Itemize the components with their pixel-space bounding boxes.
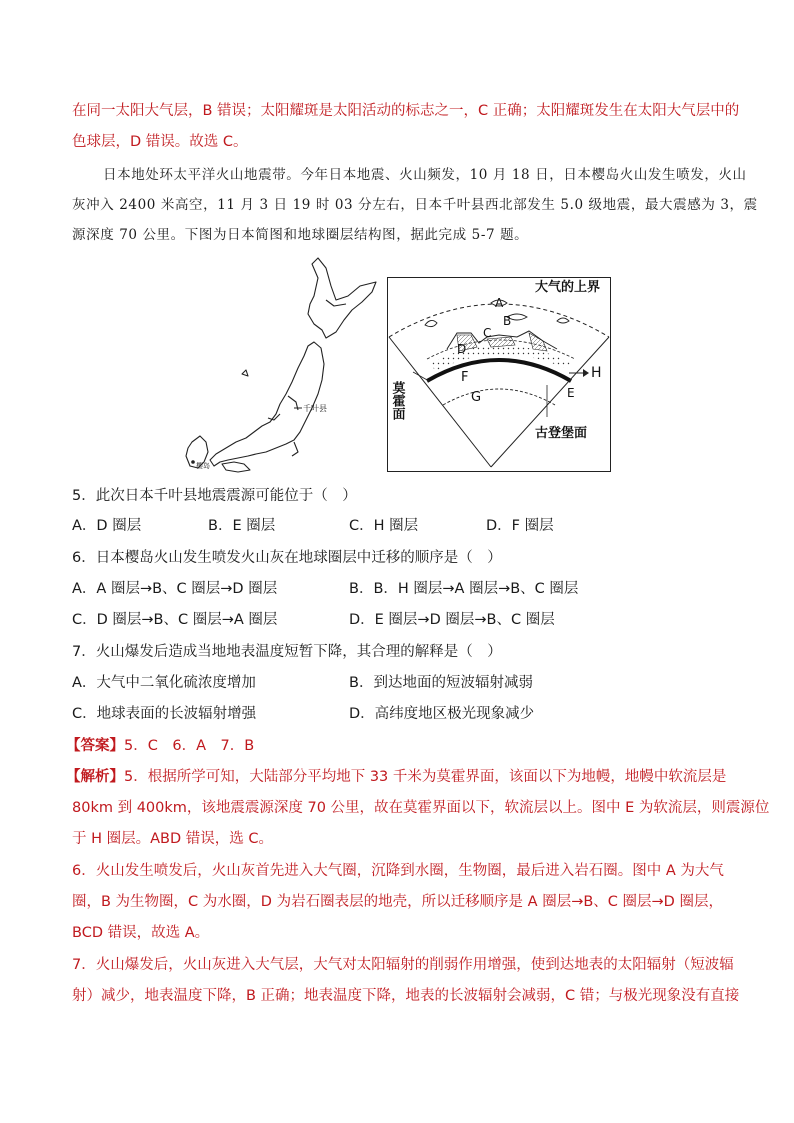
question-5-stem: 5．此次日本千叶县地震震源可能位于（ ）	[72, 488, 357, 504]
diagram-label-h: H	[591, 365, 602, 381]
passage-line-1: 日本地处环太平洋火山地震带。今年日本地震、火山频发，10 月 18 日，日本樱岛火山发生喷发，火山	[103, 167, 747, 183]
analysis-line-2: 80km 到 400km，该地震震源深度 70 公里，故在莫霍界面以下，软流层以上。图中 E 为软流层，则震源位	[72, 800, 770, 816]
analysis-line-7: 7．火山爆发后，火山灰进入大气层，大气对太阳辐射的削弱作用增强，使到达地表的太阳辐射（短波辐	[72, 957, 734, 973]
japan-map	[176, 256, 386, 474]
analysis-line-4: 6．火山发生喷发后，火山灰首先进入大气圈，沉降到水圈，生物圈，最后进入岩石圈。图中 A 为大气	[72, 863, 724, 879]
passage-line-2: 灰冲入 2400 米高空，11 月 3 日 19 时 03 分左右，日本千叶县西北部发生 5.0 级地震，最大震感为 3，震	[72, 197, 758, 213]
question-7-option-c: C．地球表面的长波辐射增强	[72, 706, 257, 722]
analysis-text-1: 5．根据所学可知，大陆部分平均地下 33 千米为莫霍界面，该面以下为地幔，地幔中软流层是	[124, 769, 727, 785]
analysis-tag: 【解析】	[66, 769, 124, 785]
question-6-option-a: A．A 圈层→B、C 圈层→D 圈层	[72, 581, 278, 597]
analysis-line-6: BCD 错误，故选 A。	[72, 925, 210, 941]
diagram-label-gutenberg: 古登堡面	[535, 426, 588, 441]
question-6-option-d: D．E 圈层→D 圈层→B、C 圈层	[349, 612, 555, 628]
answer-line	[66, 736, 254, 756]
diagram-label-moho: 莫霍面	[389, 381, 405, 420]
analysis-line-8: 射）减少，地表温度下降，B 正确；地表温度下降，地表的长波辐射会减弱，C 错；与极光现象没有直接	[72, 988, 740, 1004]
answer-text: 5．C 6．A 7．B	[124, 738, 255, 754]
map-label-chiba: 千叶县	[303, 404, 327, 413]
diagram-label-e: E	[567, 386, 575, 400]
question-5-option-b: B．E 圈层	[208, 518, 276, 534]
diagram-label-g: G	[471, 390, 482, 405]
intro-line-2: 色球层，D 错误。故选 C。	[72, 134, 248, 150]
analysis-line-3: 于 H 圈层。ABD 错误，选 C。	[72, 831, 273, 847]
diagram-label-b: B	[503, 314, 512, 328]
question-5-option-d: D．F 圈层	[486, 518, 554, 534]
diagram-label-c: C	[483, 326, 492, 340]
diagram-label-f: F	[461, 370, 469, 385]
intro-line-1: 在同一太阳大气层，B 错误；太阳耀斑是太阳活动的标志之一，C 正确；太阳耀斑发生在太阳大气层中的	[72, 103, 740, 119]
answer-tag: 【答案】	[66, 738, 124, 754]
question-6-option-c: C．D 圈层→B、C 圈层→A 圈层	[72, 612, 278, 628]
analysis-line-5: 圈，B 为生物圈，C 为水圈，D 为岩石圈表层的地壳，所以迁移顺序是 A 圈层→B、C 圈层→D 圈层，	[72, 894, 723, 910]
map-label-sakurajima: 樱岛	[196, 462, 210, 470]
question-7-option-a: A．大气中二氧化硫浓度增加	[72, 675, 256, 691]
analysis-line-1	[66, 767, 726, 787]
question-5-option-c: C．H 圈层	[349, 518, 419, 534]
question-7-option-b: B．到达地面的短波辐射减弱	[349, 675, 533, 691]
diagram-label-top: 大气的上界	[535, 280, 601, 295]
question-6-option-b: B．B．H 圈层→A 圈层→B、C 圈层	[349, 581, 579, 597]
diagram-label-d: D	[457, 342, 467, 356]
question-7-option-d: D．高纬度地区极光现象减少	[349, 706, 535, 722]
question-6-stem: 6．日本樱岛火山发生喷发火山灰在地球圈层中迁移的顺序是（ ）	[72, 550, 502, 566]
diagram-label-a: A	[495, 296, 504, 310]
question-5-option-a: A．D 圈层	[72, 518, 142, 534]
earth-sphere-diagram	[387, 277, 611, 472]
question-7-stem: 7．火山爆发后造成当地地表温度短暂下降，其合理的解释是（ ）	[72, 644, 502, 660]
passage-line-3: 源深度 70 公里。下图为日本简图和地球圈层结构图，据此完成 5-7 题。	[72, 227, 529, 243]
